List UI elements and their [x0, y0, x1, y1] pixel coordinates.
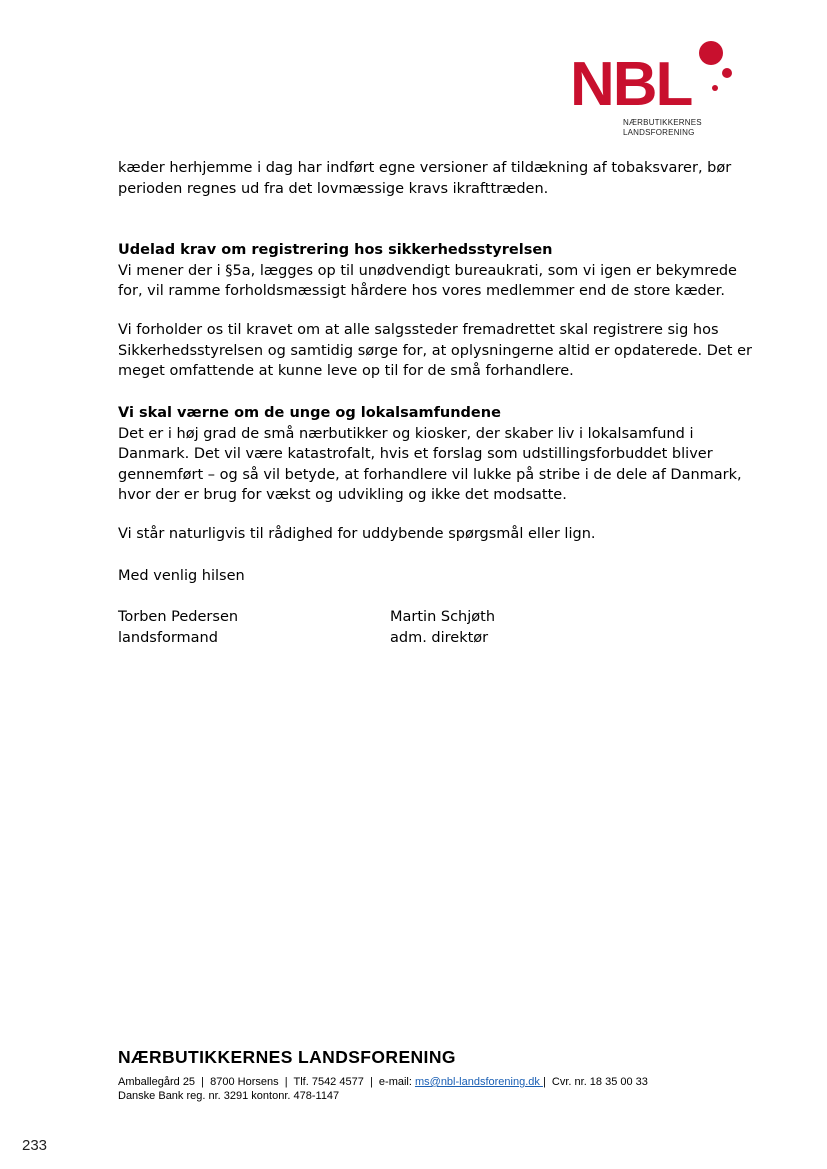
- section-heading: Vi skal værne om de unge og lokalsamfundene: [118, 405, 501, 421]
- letter-paragraph-registration-2: [118, 320, 758, 382]
- footer-email-link[interactable]: ms@nbl-landsforening.dk: [414, 1076, 543, 1088]
- logo-subtitle-line2: LANDSFORENING: [623, 128, 695, 137]
- paragraph-text: Det er i høj grad de små nærbutikker og kiosker, der skaber liv i lokalsamfund i Danmark. Det vil være katastrofalt, hvis et forslag som udstillingsforbuddet bliver gennemført – og så vil betyde, at forhandlere vil lukke på stribe i de dele af Danmark, hvor der er brug for vækst og udvikling og ikke det modsatte.: [118, 425, 742, 503]
- signatory-title: landsformand: [118, 629, 218, 646]
- logo-wordmark: NBL: [570, 50, 692, 119]
- paragraph-text: Vi forholder os til kravet om at alle salgssteder fremadrettet skal registrere sig hos Sikkerhedsstyrelsen og samtidig sørge for, at oplysningerne altid er opdaterede. Det er meget omfattende at kunne leve op til for de små forhandlere.: [118, 322, 752, 379]
- letter-section-registration: [118, 240, 758, 302]
- letter-section-youth: [118, 403, 758, 506]
- signatory-title: adm. direktør: [390, 629, 489, 646]
- logo-dot-small: [712, 85, 718, 91]
- paragraph-text: Vi mener der i §5a, lægges op til unødvendigt bureaukrati, som vi igen er bekymrede for, vil ramme forholdsmæssigt hårdere hos vores medlemmer end de store kæder.: [118, 262, 737, 299]
- footer-address: Amballegård 25 | 8700 Horsens | Tlf. 7542 4577 | e-mail:: [118, 1076, 415, 1088]
- paragraph-text: kæder herhjemme i dag har indført egne versioner af tildækning af tobaksvarer, bør perioden regnes ud fra det lovmæssige kravs ikrafttræden.: [118, 160, 732, 197]
- letter-paragraph-continued: [118, 158, 758, 199]
- logo-dot-medium: [722, 68, 732, 78]
- logo-dot-large: [699, 41, 723, 65]
- page-number: 233: [22, 1137, 48, 1154]
- signatory-name: Martin Schjøth: [390, 609, 496, 625]
- signature-block-1: [118, 607, 238, 648]
- footer-address-line: [118, 1076, 758, 1090]
- footer-cvr: | Cvr. nr. 18 35 00 33: [542, 1076, 648, 1088]
- letter-closing-paragraph: [118, 524, 758, 545]
- signatory-name: Torben Pedersen: [118, 609, 239, 625]
- signature-block-2: [390, 607, 495, 648]
- nbl-logo: [566, 38, 741, 138]
- footer-org-name: NÆRBUTIKKERNES LANDSFORENING: [118, 1047, 456, 1067]
- greeting-text: Med venlig hilsen: [118, 568, 245, 584]
- paragraph-text: Vi står naturligvis til rådighed for uddybende spørgsmål eller lign.: [118, 526, 596, 542]
- footer-bank-line: Danske Bank reg. nr. 3291 kontonr. 478-1147: [118, 1089, 340, 1102]
- letter-greeting: [118, 566, 758, 587]
- logo-subtitle-line1: NÆRBUTIKKERNES: [623, 118, 702, 127]
- logo-subtitle: [623, 118, 733, 138]
- footer-contact: [118, 1076, 758, 1103]
- section-heading: Udelad krav om registrering hos sikkerhedsstyrelsen: [118, 242, 553, 258]
